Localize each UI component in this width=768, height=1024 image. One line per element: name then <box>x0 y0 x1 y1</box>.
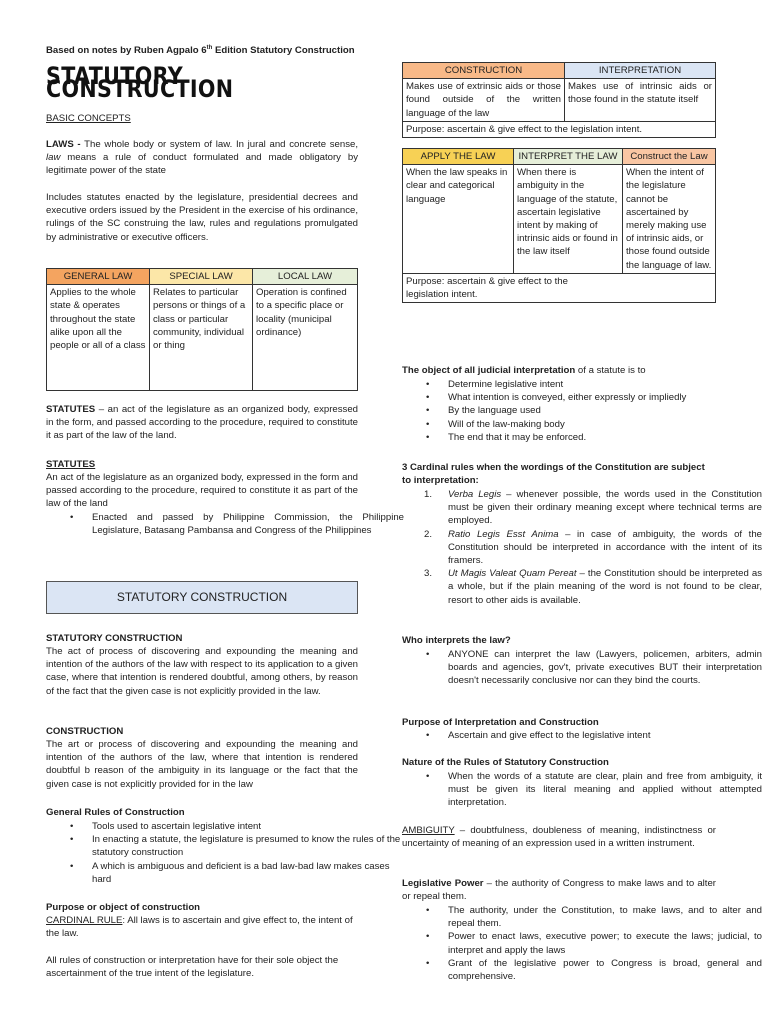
table-purpose-row: Purpose: ascertain & give effect to the legislation intent. <box>403 121 716 137</box>
laws-definition: LAWS - The whole body or system of law. In jural and concrete sense, law means a rule of conduct formulated and made obligatory by legitimate power of the state <box>46 139 359 177</box>
list-item: 3. Ut Magis Valeat Quam Pereat – the Constitution should be interpreted as a whole, but if the plain meaning of the word is not found to be clear, resort to other aids is available. <box>424 568 762 606</box>
includes-paragraph: Includes statutes enacted by the legislature, presidential decrees and executive orders issued by the President in the exercise of his ordinance, rulings of the SC construing the law, rules and regulations promulgated by administrative or executive officers. <box>46 192 358 243</box>
list-item: • In enacting a statute, the legislature is presumed to know the rules of the statutory construction <box>92 833 404 859</box>
list-item: 2. Ratio Legis Esst Anima – in case of ambiguity, the words of the Constitution should be interpreted in accordance with the intent of its framers. <box>424 528 762 567</box>
table-header: LOCAL LAW <box>253 269 358 285</box>
page-title: STATUTORY CONSTRUCTION <box>46 62 234 104</box>
table-header: APPLY THE LAW <box>403 149 514 165</box>
list-item: • Ascertain and give effect to the legislative intent <box>448 729 762 742</box>
list-item: • Power to enact laws, executive power; to execute the laws; judicial, to interpret and apply the laws <box>448 930 762 956</box>
table-cell: When the law speaks in clear and categorical language <box>403 165 514 274</box>
list-item: • The authority, under the Constitution, to make laws, and to alter and repeal them. <box>448 904 762 930</box>
construction-heading: CONSTRUCTION <box>46 726 124 737</box>
table-header: INTERPRET THE LAW <box>514 149 623 165</box>
basic-concepts-heading: BASIC CONCEPTS <box>46 113 131 124</box>
list-item: • Enacted and passed by Philippine Commission, the Philippine Legislature, Batasang Pambansa and Congress of the Philippines <box>92 511 404 537</box>
table-header: INTERPRETATION <box>565 63 716 79</box>
legislative-power-list <box>402 904 762 983</box>
table-cell: Applies to the whole state & operates throughout the state alike upon all the people or all of a class <box>47 285 150 391</box>
cardinal-rules-list <box>402 488 762 607</box>
statutes-definition-1: STATUTES – an act of the legislature as an organized body, expressed in the form, and passed according to the procedure, required to constitute it as part of the law of the land. <box>46 404 358 442</box>
who-interprets-heading: Who interprets the law? <box>402 635 511 646</box>
general-rules-list <box>46 820 404 886</box>
statutes-heading: STATUTES <box>46 459 96 470</box>
source-note: Based on notes by Ruben Agpalo 6th Edition Statutory Construction <box>46 45 355 57</box>
table-header: SPECIAL LAW <box>150 269 253 285</box>
object-heading: The object of all judicial interpretation of a statute is to <box>402 365 646 376</box>
purpose-interpretation-heading: Purpose of Interpretation and Construction <box>402 717 599 728</box>
apply-interpret-construct-table <box>402 148 716 303</box>
table-purpose-row: Purpose: ascertain & give effect to the legislation intent. <box>403 273 716 302</box>
object-list <box>402 378 762 444</box>
list-item: • Grant of the legislative power to Congress is broad, general and comprehensive. <box>448 957 762 983</box>
who-interprets-list <box>402 648 762 688</box>
purpose-heading: Purpose or object of construction <box>46 902 201 913</box>
list-item: • Tools used to ascertain legislative intent <box>92 820 404 833</box>
list-item: • Determine legislative intent <box>448 378 762 391</box>
list-item: • A which is ambiguous and deficient is a bad law-bad law makes cases hard <box>92 860 404 886</box>
construction-text: The art or process of discovering and expounding the meaning and intention of the authors of the law, where that intention is rendered doubtful b reason of the ambiguity in its language or the fact that the given case is not explicitly provided for in the law <box>46 739 358 790</box>
legislative-power-definition: Legislative Power – the authority of Congress to make laws and to alter or repeal them. <box>402 878 716 903</box>
statutes-list <box>46 511 404 537</box>
section-title-box: STATUTORY CONSTRUCTION <box>46 581 358 614</box>
cardinal-rules-heading: 3 Cardinal rules when the wordings of the Constitution are subject to interpretation: <box>402 462 705 487</box>
construction-interpretation-table <box>402 62 716 138</box>
list-item: 1. Verba Legis – whenever possible, the words used in the Constitution must be given their ordinary meaning except where technical terms are employed. <box>424 489 762 527</box>
list-item: • What intention is conveyed, either expressly or impliedly <box>448 391 762 404</box>
general-rules-heading: General Rules of Construction <box>46 807 185 818</box>
table-header: CONSTRUCTION <box>403 63 565 79</box>
nature-list <box>402 770 762 810</box>
table-cell: Relates to particular persons or things of a class or particular community, individual or thing <box>150 285 253 391</box>
table-cell: Makes use of intrinsic aids or those found in the statute itself <box>565 79 716 122</box>
list-item: • By the language used <box>448 404 762 417</box>
table-cell: Makes use of extrinsic aids or those found outside of the written language of the law <box>403 79 565 122</box>
cardinal-rule-text: CARDINAL RULE: All laws is to ascertain and give effect to, the intent of the law. <box>46 915 353 940</box>
table-cell: When there is ambiguity in the language of the statute, ascertain legislative intent by making of intrinsic aids or found in the law itself <box>514 165 623 274</box>
list-item: • ANYONE can interpret the law (Lawyers, policemen, arbiters, admin boards and agencies, gov't, private executives BUT their interpretation doesn't necessarily conclusive nor can they bind the courts. <box>448 648 762 688</box>
statutory-construction-text: The act of process of discovering and expounding the meaning and intention of the authors of the law with respect to its application to a given case, where that intention is rendered doubtful, among others, by reason of the fact that the given case is not explicitly provided in the law. <box>46 646 358 697</box>
table-header: Construct the Law <box>623 149 716 165</box>
nature-heading: Nature of the Rules of Statutory Construction <box>402 757 609 768</box>
all-rules-text: All rules of construction or interpretation have for their sole object the ascertainment of the true intent of the legislature. <box>46 955 339 980</box>
table-header: GENERAL LAW <box>47 269 150 285</box>
statutes-definition-2: An act of the legislature as an organized body, expressed in the form and passed according to the procedure, required to constitute it as part of the law of the land <box>46 472 358 510</box>
list-item: • The end that it may be enforced. <box>448 431 762 444</box>
purpose-interpretation-list <box>402 729 762 742</box>
list-item: • Will of the law-making body <box>448 418 762 431</box>
table-cell: Operation is confined to a specific place or locality (municipal ordinance) <box>253 285 358 391</box>
table-cell: When the intent of the legislature cannot be ascertained by merely making use of intrinsic aids, or those found outside the language of law. <box>623 165 716 274</box>
ambiguity-definition: AMBIGUITY – doubtfulness, doubleness of meaning, indistinctness or uncertainty of meaning of an expression used in a written instrument. <box>402 825 716 850</box>
list-item: • When the words of a statute are clear, plain and free from ambiguity, it must be given its literal meaning and applied without attempted interpretation. <box>448 770 762 810</box>
statutory-construction-heading: STATUTORY CONSTRUCTION <box>46 633 183 644</box>
law-types-table <box>46 268 358 391</box>
